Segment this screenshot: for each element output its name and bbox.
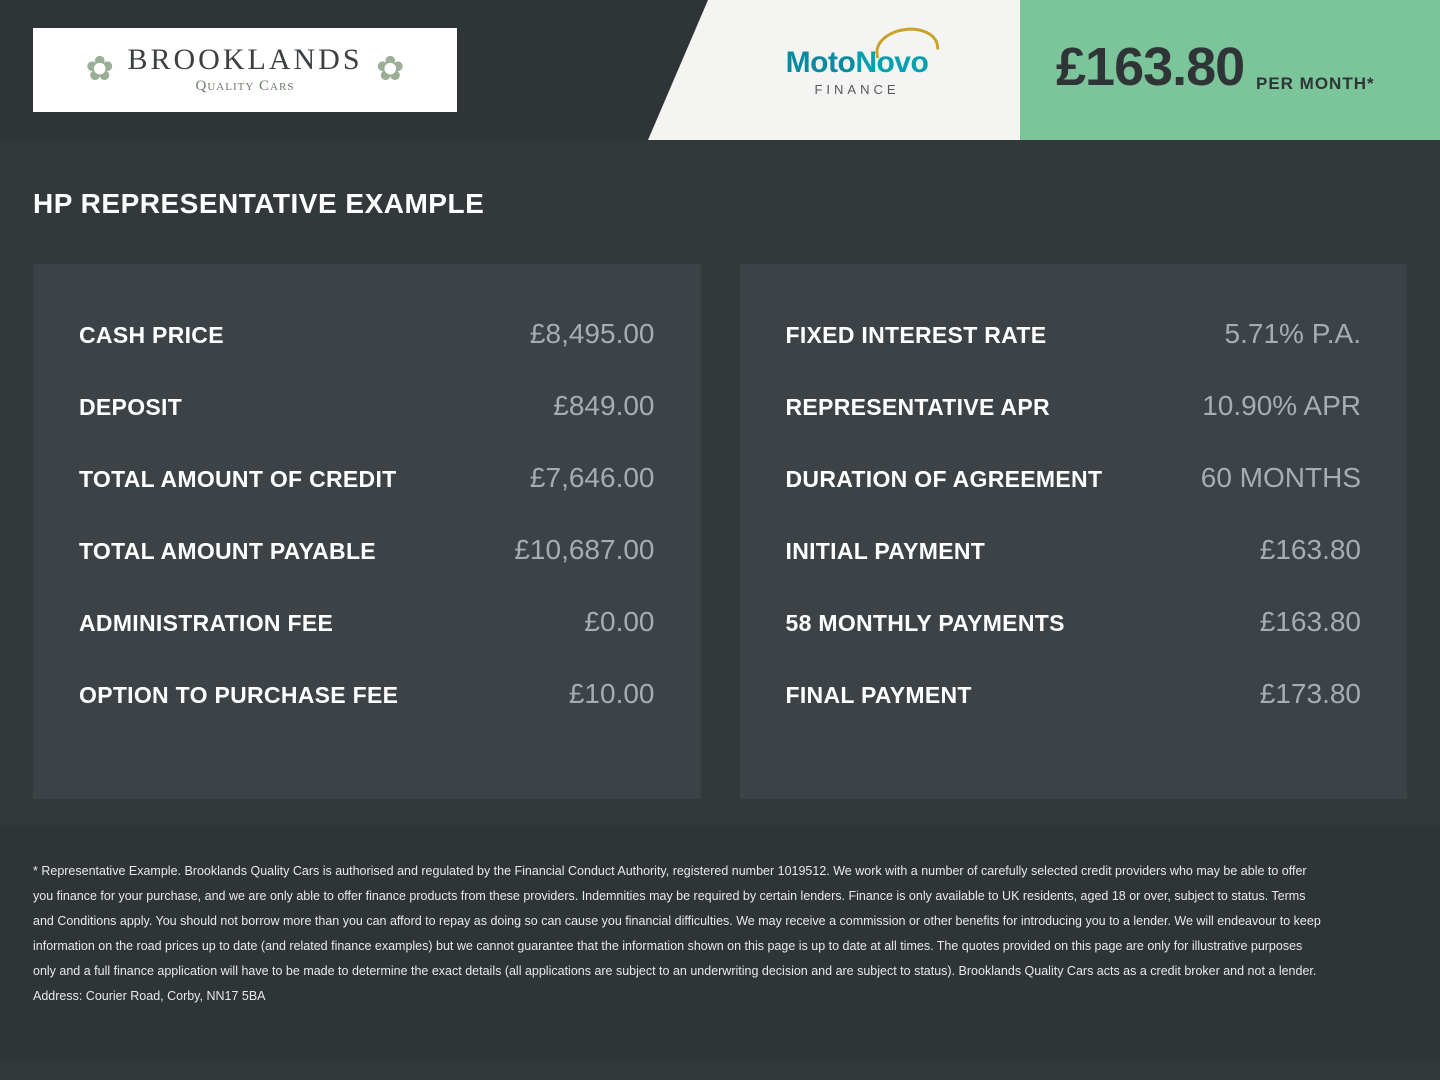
main-content: [0, 188, 1440, 799]
page-header: [0, 0, 1440, 140]
row-label: FINAL PAYMENT: [785, 682, 972, 708]
laurel-wreath-left-icon: ✿: [85, 50, 114, 88]
table-row: [786, 298, 1362, 370]
row-value: £8,495.00: [529, 318, 655, 349]
row-label: INITIAL PAYMENT: [785, 538, 986, 564]
row-label: DURATION OF AGREEMENT: [785, 466, 1103, 492]
motonovo-logo-part1: Moto: [785, 46, 856, 79]
finance-panel-right: [740, 264, 1408, 799]
disclaimer-text: * Representative Example. Brooklands Quality Cars is authorised and regulated by the Financial Conduct Authority, registered number 1019512. We work with a number of carefully selected credit providers who may be able to offer you finance for your purchase, and we are only able to offer finance products from these providers. Indemnities may be required by certain lenders. Finance is only available to UK residents, aged 18 or over, subject to status. Terms and Conditions apply. You should not borrow more than you can afford to repay as doing so can cause you financial difficulties. We may receive a commission or other benefits for introducing you to a lender. We will endeavour to keep information on the road prices up to date (and related finance examples) but we cannot guarantee that the information shown on this page is up to date at all times. The quotes provided on this page are only for illustrative purposes only and a full finance application will have to be made to determine the exact details (all applications are subject to an underwriting decision and are subject to status). Brooklands Quality Cars acts as a credit broker and not a lender. Address: Courier Road, Corby, NN17 5BA: [33, 864, 1321, 1003]
monthly-price: £163.80: [1056, 37, 1245, 97]
row-value: 60 MONTHS: [1200, 462, 1361, 493]
row-label: ADMINISTRATION FEE: [79, 610, 334, 636]
table-row: [79, 658, 655, 730]
row-value: £173.80: [1259, 678, 1361, 709]
row-label: TOTAL AMOUNT OF CREDIT: [79, 466, 397, 492]
row-value: 5.71% P.A.: [1224, 318, 1361, 349]
row-value: £10.00: [568, 678, 655, 709]
row-label: TOTAL AMOUNT PAYABLE: [79, 538, 376, 564]
monthly-price-caption: PER MONTH*: [1256, 74, 1375, 93]
row-value: £163.80: [1259, 534, 1361, 565]
table-row: [79, 298, 655, 370]
dealer-logo-tagline: Quality Cars: [195, 78, 295, 94]
row-value: £849.00: [553, 390, 655, 421]
row-value: £10,687.00: [514, 534, 655, 565]
table-row: [79, 514, 655, 586]
table-row: [786, 658, 1362, 730]
motonovo-logo[interactable]: [762, 48, 952, 97]
row-value: £7,646.00: [529, 462, 655, 493]
table-row: [786, 442, 1362, 514]
finance-panel-left: [33, 264, 701, 799]
row-label: REPRESENTATIVE APR: [785, 394, 1050, 420]
table-row: [786, 586, 1362, 658]
page-title: HP REPRESENTATIVE EXAMPLE: [33, 188, 485, 219]
finance-panels: [33, 264, 1407, 799]
table-row: [79, 442, 655, 514]
row-label: DEPOSIT: [79, 394, 183, 420]
row-value: 10.90% APR: [1202, 390, 1361, 421]
row-label: CASH PRICE: [79, 322, 224, 348]
table-row: [786, 514, 1362, 586]
table-row: [786, 370, 1362, 442]
row-label: OPTION TO PURCHASE FEE: [79, 682, 399, 708]
page-footer: [0, 825, 1440, 1059]
laurel-wreath-right-icon: ✿: [376, 50, 405, 88]
dealer-logo-name: BROOKLANDS: [127, 43, 363, 76]
row-value: £163.80: [1259, 606, 1361, 637]
motonovo-logo-part2: Novo: [855, 46, 929, 79]
row-label: FIXED INTEREST RATE: [785, 322, 1047, 348]
table-row: [79, 370, 655, 442]
table-row: [79, 586, 655, 658]
row-label: 58 MONTHLY PAYMENTS: [785, 610, 1065, 636]
dealer-logo[interactable]: [33, 28, 457, 112]
row-value: £0.00: [584, 606, 655, 637]
motonovo-logo-subtitle: FINANCE: [814, 82, 900, 97]
